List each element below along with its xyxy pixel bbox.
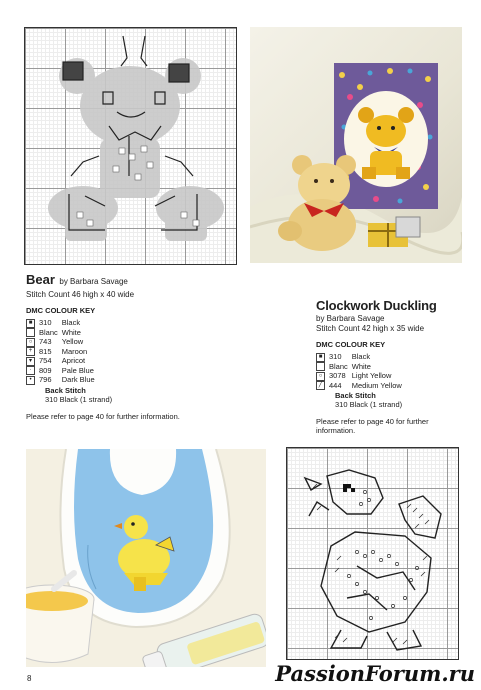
key-code: 754: [39, 356, 52, 366]
key-row: [316, 352, 406, 362]
duckling-back-stitch: 310 Black (1 strand): [335, 400, 403, 410]
key-row: [26, 347, 99, 357]
key-color-name: Black: [351, 352, 371, 362]
duckling-note-line1: Please refer to page 40 for further: [316, 417, 429, 427]
key-row: [316, 381, 406, 391]
key-symbol: [316, 362, 325, 371]
key-color-name: Black: [61, 318, 81, 328]
key-code: Blanc: [39, 327, 58, 337]
duckling-colour-key: [316, 352, 406, 390]
key-symbol: ▾: [26, 357, 35, 366]
key-color-name: White: [61, 327, 81, 337]
key-row: [316, 371, 406, 381]
key-code: 3078: [329, 371, 346, 381]
key-color-name: Yellow: [61, 337, 84, 347]
key-symbol: ■: [26, 319, 35, 328]
bear-chart: [24, 27, 237, 265]
bear-pattern-info: [26, 271, 241, 421]
key-symbol: •: [26, 376, 35, 385]
key-symbol: +: [26, 347, 35, 356]
key-symbol: ○: [316, 372, 325, 381]
key-symbol: ·: [26, 366, 35, 375]
key-color-name: Maroon: [61, 346, 88, 356]
duckling-title: Clockwork Duckling: [316, 298, 437, 313]
page-number: 8: [27, 674, 32, 683]
duckling-bib-photo: [26, 449, 266, 667]
key-code: 809: [39, 365, 52, 375]
key-code: 310: [329, 352, 342, 362]
bear-back-stitch: 310 Black (1 strand): [45, 394, 113, 404]
key-row: [26, 366, 99, 376]
duckling-note-line2: information.: [316, 426, 356, 436]
watermark-text: PassionForum.ru: [275, 661, 475, 686]
key-color-name: Dark Blue: [61, 375, 95, 385]
duckling-key-title: DMC COLOUR KEY: [316, 340, 386, 349]
duckling-author: by Barbara Savage: [316, 314, 385, 323]
duckling-back-stitch-title: Back Stitch: [335, 391, 376, 401]
key-color-name: Pale Blue: [61, 365, 94, 375]
key-code: Blanc: [329, 361, 348, 371]
key-row: [26, 337, 99, 347]
key-color-name: Medium Yellow: [351, 380, 402, 390]
duckling-stitch-count: Stitch Count 42 high x 35 wide: [316, 324, 425, 333]
key-symbol: ■: [316, 353, 325, 362]
key-row: [316, 362, 406, 372]
bear-title: Bear: [26, 272, 55, 287]
bear-card-photo: [250, 27, 462, 263]
key-code: 796: [39, 375, 52, 385]
key-color-name: Apricot: [61, 356, 86, 366]
key-row: [26, 375, 99, 385]
bear-author: by Barbara Savage: [59, 277, 128, 286]
duckling-pattern-info: [316, 298, 466, 435]
bear-colour-key: [26, 318, 99, 385]
key-code: 444: [329, 380, 342, 390]
key-row: [26, 356, 99, 366]
bear-back-stitch-title: Back Stitch: [45, 385, 86, 395]
duckling-note: [316, 417, 466, 435]
key-color-name: White: [351, 361, 371, 371]
key-symbol: ○: [26, 338, 35, 347]
key-code: 310: [39, 318, 52, 328]
key-row: [26, 328, 99, 338]
bear-stitch-count: Stitch Count 46 high x 40 wide: [26, 290, 135, 299]
key-symbol: ╱: [316, 381, 325, 390]
key-code: 743: [39, 337, 52, 347]
key-color-name: Light Yellow: [351, 371, 392, 381]
key-code: 815: [39, 346, 52, 356]
bear-note: Please refer to page 40 for further information.: [26, 411, 180, 421]
key-symbol: [26, 328, 35, 337]
duckling-chart: [286, 447, 459, 660]
key-row: [26, 318, 99, 328]
bear-key-title: DMC COLOUR KEY: [26, 306, 96, 315]
